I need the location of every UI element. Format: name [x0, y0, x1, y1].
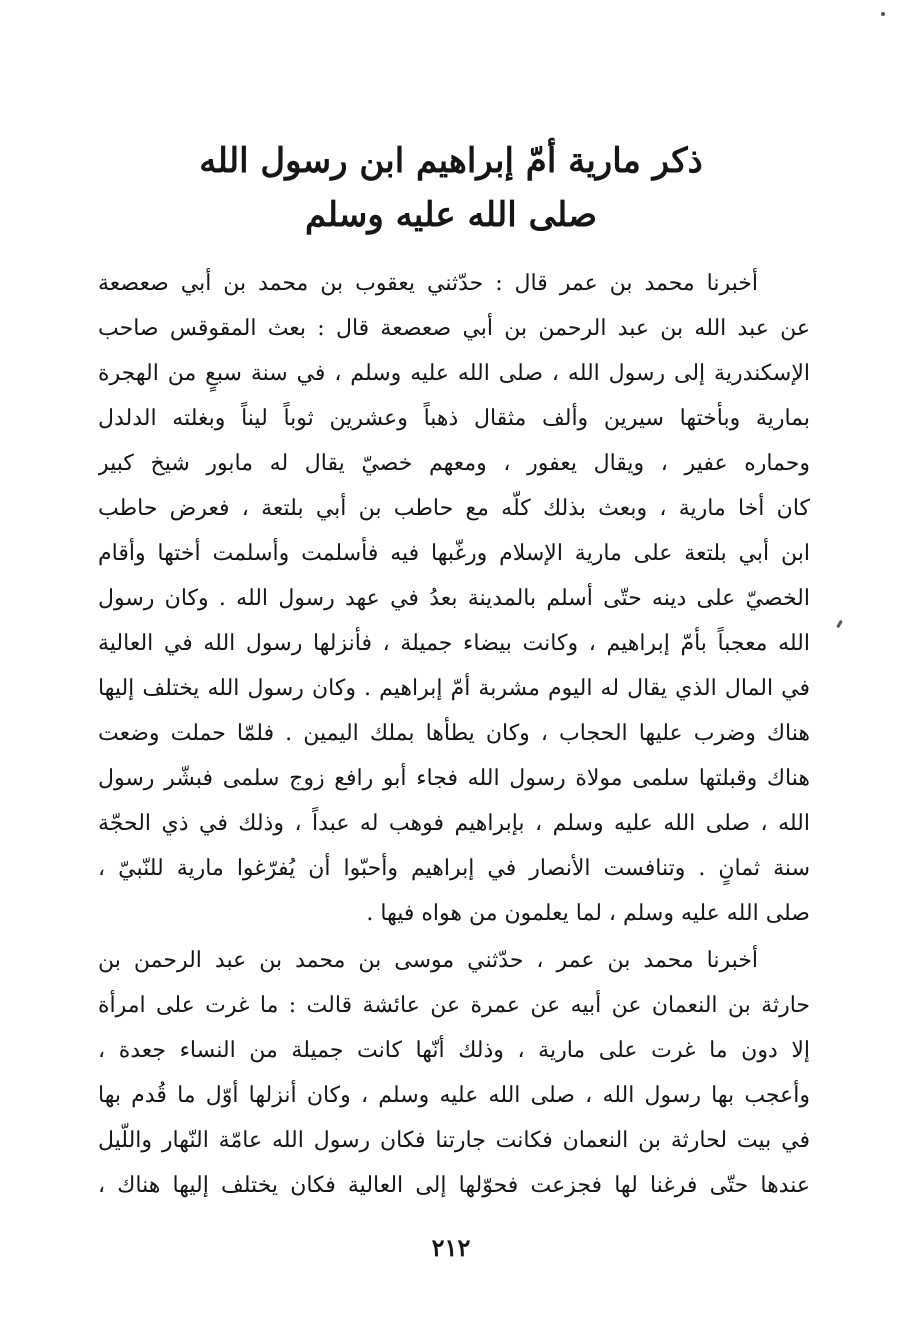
paragraph-1-line-11: هناك وضرب عليها الحجاب ، وكان يطأها بملك اليمين . فلمّا حملت وضعت: [98, 721, 810, 746]
paragraph-1-line-14: سنة ثمانٍ . وتنافست الأنصار في إبراهيم وأحبّوا أن يُفرّغوا مارية للنّبيّ ،: [98, 856, 810, 881]
paragraph-1-line-8: الخصيّ على دينه حتّى أسلم بالمدينة بعدُ في عهد رسول الله . وكان رسول: [98, 586, 810, 611]
paragraph-1-line-7: ابن أبي بلتعة على مارية الإسلام ورغّبها فيه فأسلمت وأسلمت أختها وأقام: [98, 541, 810, 566]
paragraph-2-line-4: وأعجب بها رسول الله ، صلى الله عليه وسلم ، وكان أنزلها أوّل ما قُدم بها: [98, 1083, 810, 1108]
paragraph-1-line-9: الله معجباً بأمّ إبراهيم ، وكانت بيضاء جميلة ، فأنزلها رسول الله في العالية: [98, 631, 810, 656]
paragraph-1-line-10: في المال الذي يقال له اليوم مشربة أمّ إبراهيم . وكان رسول الله يختلف إليها: [98, 676, 810, 701]
paragraph-2-line-5: في بيت لحارثة بن النعمان فكانت جارتنا فكان رسول الله عامّة النّهار واللّيل: [98, 1128, 810, 1153]
paragraph-1-line-2: عن عبد الله بن عبد الرحمن بن أبي صعصعة قال : بعث المقوقس صاحب: [98, 316, 810, 341]
paragraph-1-line-4: بمارية وبأختها سيرين وألف مثقال ذهباً وعشرين ثوباً ليناً وبغلته الدلدل: [98, 406, 810, 431]
scan-speck: [881, 12, 885, 16]
paragraph-2-line-2: حارثة بن النعمان عن أبيه عن عمرة عن عائشة قالت : ما غرت على امرأة: [98, 993, 810, 1018]
paragraph-1-line-13: الله ، صلى الله عليه وسلم ، بإبراهيم فوهب له عبداً ، وذلك في ذي الحجّة: [98, 811, 810, 836]
paragraph-2-line-3: إلا دون ما غرت على مارية ، وذلك أنّها كانت جميلة من النساء جعدة ،: [98, 1038, 810, 1063]
paragraph-1-line-1: أخبرنا محمد بن عمر قال : حدّثني يعقوب بن محمد بن أبي صعصعة: [98, 271, 758, 296]
chapter-title-line-1: ذكر مارية أمّ إبراهيم ابن رسول الله: [199, 141, 703, 181]
paragraph-2-line-6: عندها حتّى فرغنا لها فجزعت فحوّلها إلى العالية فكان يختلف إليها هناك ،: [98, 1173, 810, 1198]
scan-speck: [836, 620, 843, 628]
paragraph-1-line-12: هناك وقبلتها سلمى مولاة رسول الله فجاء أبو رافع زوج سلمى فبشّر رسول: [98, 766, 810, 791]
paragraph-1-line-3: الإسكندرية إلى رسول الله ، صلى الله عليه وسلم ، في سنة سبعٍ من الهجرة: [98, 361, 810, 386]
paragraph-1-line-15: صلى الله عليه وسلم ، لما يعلمون من هواه فيها .: [366, 901, 810, 926]
chapter-title-line-2: صلى الله عليه وسلم: [304, 195, 598, 235]
page-number: ٢١٢: [431, 1233, 471, 1262]
paragraph-1-line-5: وحماره عفير ، ويقال يعفور ، ومعهم خصيّ يقال له مابور شيخ كبير: [98, 451, 810, 476]
paragraph-1-line-6: كان أخا مارية ، وبعث بذلك كلّه مع حاطب بن أبي بلتعة ، فعرض حاطب: [98, 496, 810, 521]
paragraph-2-line-1: أخبرنا محمد بن عمر ، حدّثني موسى بن محمد بن عبد الرحمن بن: [98, 948, 758, 973]
